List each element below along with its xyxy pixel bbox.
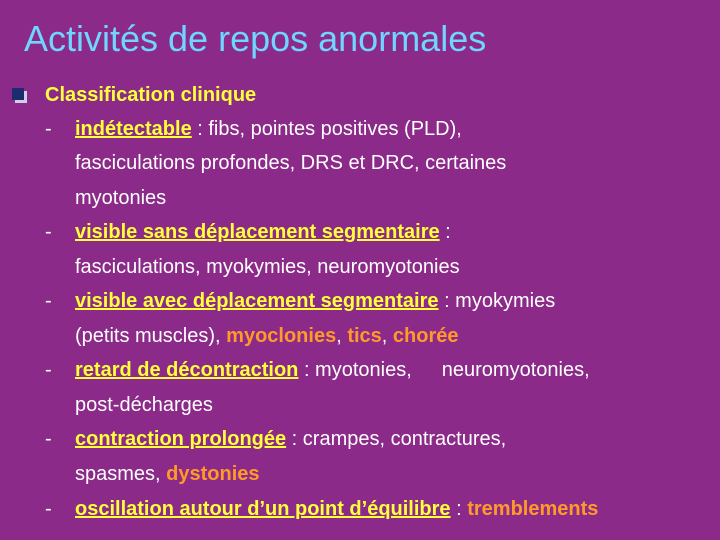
highlight-term: dystonies (166, 463, 260, 485)
item-text: : (439, 221, 451, 243)
highlight-term: myoclonies (226, 325, 337, 347)
item-text: , (381, 325, 393, 347)
item-keyword: retard de décontraction (75, 359, 299, 381)
item-keyword: visible avec déplacement segmentaire (75, 290, 439, 312)
item-text: : (450, 498, 468, 520)
item-keyword: visible sans déplacement segmentaire (75, 221, 440, 243)
list-dash: - (45, 221, 52, 243)
list-item-line (75, 498, 598, 521)
list-item-line (75, 118, 462, 141)
highlight-term: tremblements (467, 498, 599, 520)
highlight-term: tics (347, 325, 382, 347)
item-text: , (336, 325, 348, 347)
item-text: : myotonies, (298, 359, 412, 381)
list-item-line: post-décharges (75, 394, 213, 416)
list-item-line (75, 463, 260, 486)
list-item-line (75, 221, 451, 244)
item-keyword: contraction prolongée (75, 428, 287, 450)
list-dash: - (45, 498, 52, 520)
slide-title: Activités de repos anormales (24, 18, 487, 59)
highlight-term: chorée (392, 325, 459, 347)
item-keyword: indétectable (75, 118, 192, 140)
item-text: (petits muscles), (75, 325, 227, 347)
list-item-line: fasciculations, myokymies, neuromyotonies (75, 256, 460, 278)
item-text: : myokymies (438, 290, 556, 312)
list-item-line: fasciculations profondes, DRS et DRC, certaines (75, 152, 507, 174)
item-keyword: oscillation autour d’un point d’équilibre (75, 498, 451, 520)
list-item-line (75, 290, 555, 313)
list-item-line (75, 359, 590, 382)
item-text: spasmes, (75, 463, 167, 485)
list-item-line (75, 325, 459, 348)
square-bullet-icon (12, 88, 24, 100)
item-text: neuromyotonies, (441, 359, 590, 381)
item-text: : crampes, contractures, (286, 428, 507, 450)
list-dash: - (45, 290, 52, 312)
list-dash: - (45, 118, 52, 140)
list-dash: - (45, 428, 52, 450)
list-dash: - (45, 359, 52, 381)
section-heading: Classification clinique (45, 84, 257, 106)
item-text: : fibs, pointes positives (PLD), (191, 118, 462, 140)
list-item-line (75, 428, 506, 451)
list-item-line: myotonies (75, 187, 167, 209)
